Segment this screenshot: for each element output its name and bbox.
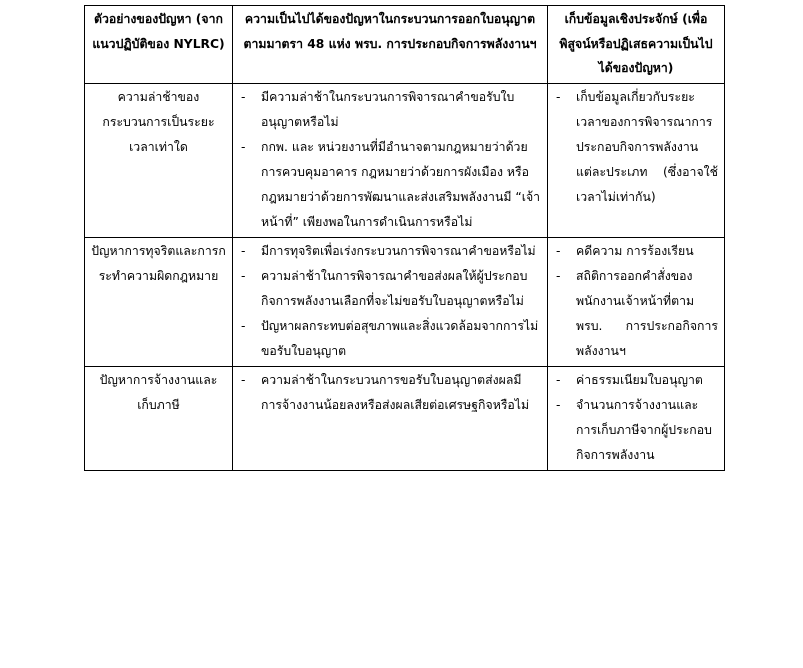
evidence-item: - ค่าธรรมเนียมใบอนุญาต [554, 368, 718, 393]
evidence-item: - จำนวนการจ้างงานและการเก็บภาษีจากผู้ประกอบกิจการพลังงาน [554, 393, 718, 468]
possibility-item: - กกพ. และ หน่วยงานที่มีอำนาจตามกฎหมายว่าด้วยการควบคุมอาคาร กฎหมายว่าด้วยการผังเมือง หรือกฎหมายว่าด้วยการพัฒนาและส่งเสริมพลังงานมี “เจ้าหน้าที่” เพียงพอในการดำเนินการหรือไม่ [239, 135, 541, 235]
evidence-item: - เก็บข้อมูลเกี่ยวกับระยะเวลาของการพิจารณาการประกอบกิจการพลังงานแต่ละประเภท (ซึ่งอาจใช้เวลาไม่เท่ากัน) [554, 85, 718, 210]
problem-cell: ปัญหาการจ้างงานและเก็บภาษี [85, 366, 233, 470]
header-problem-example: ตัวอย่างของปัญหา (จากแนวปฏิบัติของ NYLRC) [85, 6, 233, 84]
evidence-cell [548, 366, 725, 470]
possibility-item: - ความล่าช้าในกระบวนการขอรับใบอนุญาตส่งผลมีการจ้างงานน้อยลงหรือส่งผลเสียต่อเศรษฐกิจหรือไม่ [239, 368, 541, 418]
evidence-cell [548, 83, 725, 237]
table-header-row [85, 6, 725, 84]
header-possibility: ความเป็นไปได้ของปัญหาในกระบวนการออกใบอนุญาตตามมาตรา 48 แห่ง พรบ. การประกอบกิจการพลังงานฯ [233, 6, 548, 84]
possibility-item: - ความล่าช้าในการพิจารณาคำขอส่งผลให้ผู้ประกอบกิจการพลังงานเลือกที่จะไม่ขอรับใบอนุญาตหรือไม่ [239, 264, 541, 314]
possibility-cell [233, 366, 548, 470]
possibility-cell [233, 237, 548, 366]
problem-cell: ปัญหาการทุจริตและการกระทำความผิดกฎหมาย [85, 237, 233, 366]
problem-cell: ความล่าช้าของกระบวนการเป็นระยะเวลาเท่าใด [85, 83, 233, 237]
problem-analysis-table [84, 5, 725, 471]
evidence-item: - สถิติการออกคำสั่งของพนักงานเจ้าหน้าที่ตาม พรบ. การประกอกิจการพลังงานฯ [554, 264, 718, 364]
table-row [85, 83, 725, 237]
header-evidence: เก็บข้อมูลเชิงประจักษ์ (เพื่อพิสูจน์หรือปฏิเสธความเป็นไปได้ของปัญหา) [548, 6, 725, 84]
table-row [85, 237, 725, 366]
possibility-cell [233, 83, 548, 237]
possibility-item: - มีความล่าช้าในกระบวนการพิจารณาคำขอรับใบอนุญาตหรือไม่ [239, 85, 541, 135]
evidence-cell [548, 237, 725, 366]
possibility-item: - มีการทุจริตเพื่อเร่งกระบวนการพิจารณาคำขอหรือไม่ [239, 239, 541, 264]
evidence-item: - คดีความ การร้องเรียน [554, 239, 718, 264]
possibility-item: - ปัญหาผลกระทบต่อสุขภาพและสิ่งแวดล้อมจากการไม่ขอรับใบอนุญาต [239, 314, 541, 364]
table-row [85, 366, 725, 470]
